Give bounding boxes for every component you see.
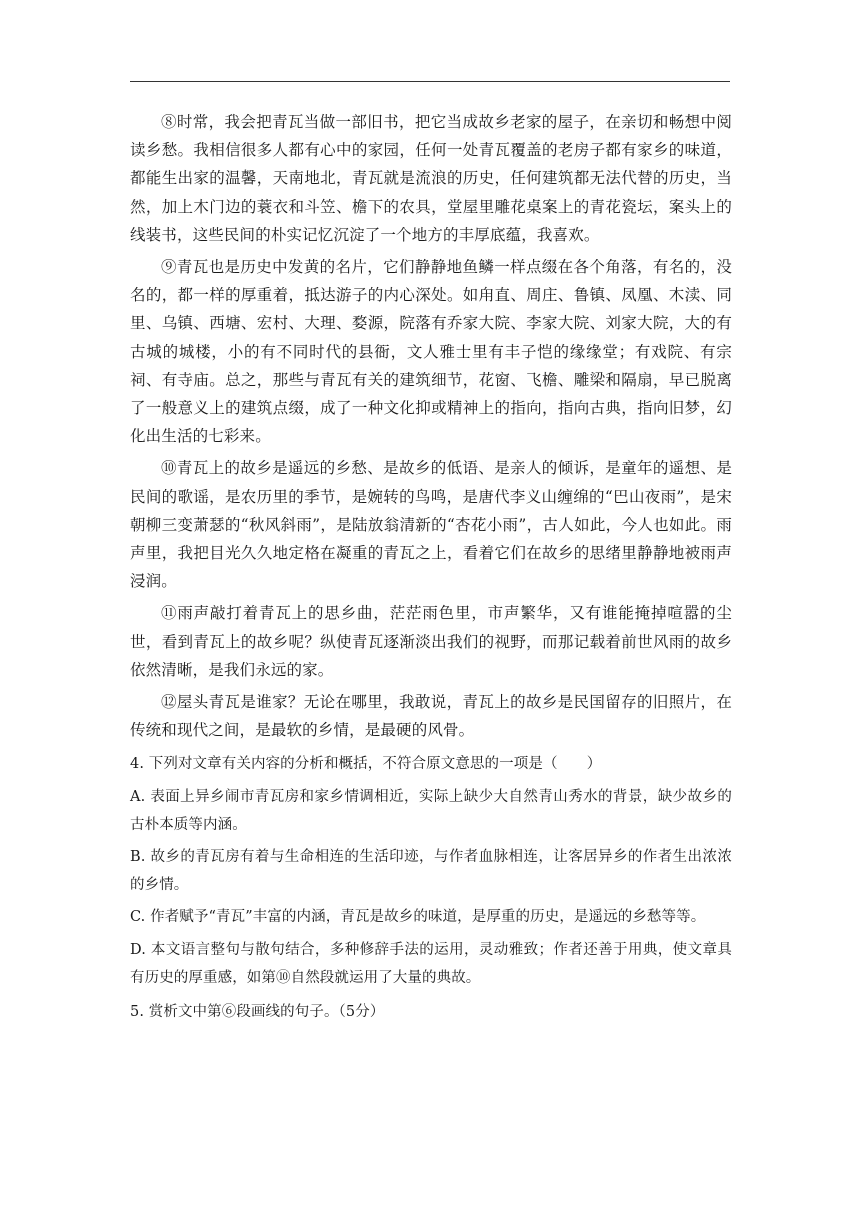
document-body [130, 108, 732, 1026]
question-4-stem: 4. 下列对文章有关内容的分析和概括，不符合原文意思的一项是（ ） [130, 756, 602, 773]
question-4-option-a: A. 表面上异乡闹市青瓦房和家乡情调相近，实际上缺少大自然青山秀水的背景，缺少故乡的古朴本质等内涵。 [130, 788, 732, 833]
paragraph-11: ⑪雨声敲打着青瓦上的思乡曲，茫茫雨色里，市声繁华，又有谁能掩掉喧嚣的尘世，看到青瓦上的故乡呢？纵使青瓦逐渐淡出我们的视野，而那记载着前世风雨的故乡依然清晰，是我们永远的家。 [130, 604, 732, 679]
question-4-option-b: B. 故乡的青瓦房有着与生命相连的生活印迹，与作者血脉相连，让客居异乡的作者生出浓浓的乡情。 [130, 849, 732, 894]
paragraph-9: ⑨青瓦也是历史中发黄的名片，它们静静地鱼鳞一样点缀在各个角落，有名的，没名的，都一样的厚重着，抵达游子的内心深处。如甪直、周庄、鲁镇、凤凰、木渎、同里、乌镇、西塘、宏村、大理、婺源，院落有乔家大院、李家大院、刘家大院，大的有古城的城楼，小的有不同时代的县衙，文人雅士里有丰子恺的缘缘堂；有戏院、有宗祠、有寺庙。总之，那些与青瓦有关的建筑细节，花窗、飞檐、雕梁和隔扇，早已脱离了一般意义上的建筑点缀，成了一种文化抑或精神上的指向，指向古典，指向旧梦，幻化出生活的七彩来。 [130, 258, 732, 446]
header-rule [130, 81, 730, 82]
question-4-option-c: C. 作者赋予“青瓦”丰富的内涵，青瓦是故乡的味道，是厚重的历史，是遥远的乡愁等等。 [130, 909, 706, 926]
question-4-option-d: D. 本文语言整句与散句结合，多种修辞手法的运用，灵动雅致；作者还善于用典，使文章具有历史的厚重感，如第⑩自然段就运用了大量的典故。 [130, 941, 732, 986]
paragraph-8: ⑧时常，我会把青瓦当做一部旧书，把它当成故乡老家的屋子，在亲切和畅想中阅读乡愁。我相信很多人都有心中的家园，任何一处青瓦覆盖的老房子都有家乡的味道，都能生出家的温馨，天南地北，青瓦就是流浪的历史，任何建筑都无法代替的历史，当然，加上木门边的蓑衣和斗笠、檐下的农具，堂屋里雕花桌案上的青花瓷坛，案头上的线装书，这些民间的朴实记忆沉淀了一个地方的丰厚底蕴，我喜欢。 [130, 113, 732, 244]
paragraph-12: ⑫屋头青瓦是谁家？无论在哪里，我敢说，青瓦上的故乡是民国留存的旧照片，在传统和现代之间，是最软的乡情，是最硬的风骨。 [130, 693, 732, 740]
question-5-stem: 5. 赏析文中第⑥段画线的句子。（5分） [130, 1004, 385, 1021]
paragraph-10: ⑩青瓦上的故乡是遥远的乡愁、是故乡的低语、是亲人的倾诉，是童年的遥想、是民间的歌谣，是农历里的季节，是婉转的鸟鸣，是唐代李义山缠绵的“巴山夜雨”，是宋朝柳三变萧瑟的“秋风斜雨”，是陆放翁清新的“杏花小雨”，古人如此，今人也如此。雨声里，我把目光久久地定格在凝重的青瓦之上，看着它们在故乡的思绪里静静地被雨声浸润。 [130, 459, 732, 591]
